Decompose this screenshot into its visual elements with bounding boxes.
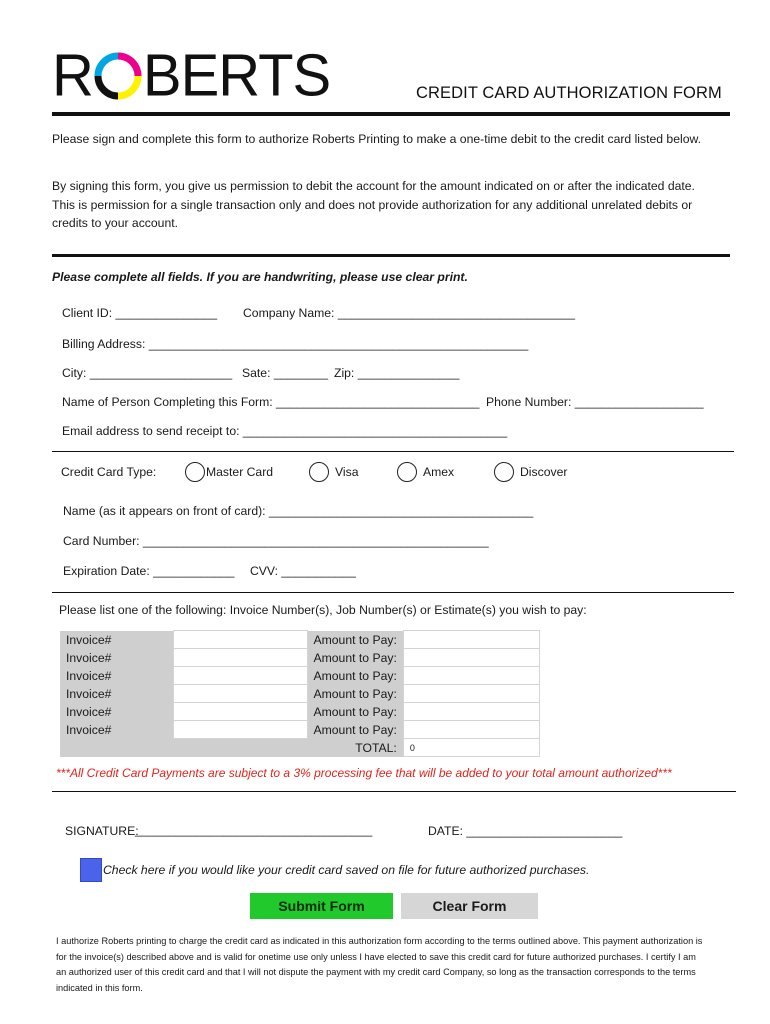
visa-radio[interactable] xyxy=(309,462,329,482)
invoice-table xyxy=(60,630,540,757)
master-card-label: Master Card xyxy=(206,465,274,479)
logo-letters-end: BERTS xyxy=(142,42,331,109)
zip-field[interactable]: Zip: _______________ xyxy=(334,366,460,380)
card-number-field[interactable]: Card Number: ___________________________________________________ xyxy=(63,534,489,548)
title-divider xyxy=(52,112,730,116)
invoice-number-input[interactable] xyxy=(173,703,307,721)
invoice-label: Invoice# xyxy=(60,631,173,649)
signature-section-divider xyxy=(52,791,736,792)
amount-input[interactable] xyxy=(403,631,539,649)
invoice-label: Invoice# xyxy=(60,667,173,685)
amex-radio[interactable] xyxy=(397,462,417,482)
save-card-label: Check here if you would like your credit card saved on file for future authorized purchases. xyxy=(103,863,590,877)
invoice-label: Invoice# xyxy=(60,685,173,703)
signature-label: SIGNATURE: xyxy=(65,824,139,838)
invoice-label: Invoice# xyxy=(60,703,173,721)
invoice-row xyxy=(60,721,539,739)
email-field[interactable]: Email address to send receipt to: _______________________________________ xyxy=(62,424,508,438)
roberts-logo xyxy=(52,42,331,109)
legal-authorization-text: I authorize Roberts printing to charge the credit card as indicated in this authorization form according to the terms outlined above. This payment authorization is for the invoice(s) described above and is valid for onetime use only unless I have elected to save this credit card for future authorized purchases. I certify I am an authorized user of this credit card and that I will not dispute the payment with my credit card Company, so long as the transaction corresponds to the terms indicated in this form. xyxy=(56,936,703,993)
amount-label: Amount to Pay: xyxy=(307,631,403,649)
name-on-card-field[interactable]: Name (as it appears on front of card): _______________________________________ xyxy=(63,504,534,518)
billing-address-field[interactable]: Billing Address: ________________________________________________________ xyxy=(62,337,529,351)
amex-label: Amex xyxy=(423,465,455,479)
clear-form-button[interactable]: Clear Form xyxy=(401,893,538,919)
submit-form-button[interactable]: Submit Form xyxy=(250,893,393,919)
intro-paragraph-1: Please sign and complete this form to authorize Roberts Printing to make a one-time debit to the credit card listed below. xyxy=(52,132,701,146)
instructions: Please complete all fields. If you are handwriting, please use clear print. xyxy=(52,270,468,284)
invoice-number-input[interactable] xyxy=(173,631,307,649)
amount-input[interactable] xyxy=(403,685,539,703)
total-row-spacer xyxy=(173,739,307,757)
amount-label: Amount to Pay: xyxy=(307,703,403,721)
invoice-label: Invoice# xyxy=(60,649,173,667)
state-field[interactable]: Sate: ________ xyxy=(242,366,329,380)
date-field[interactable]: DATE: _______________________ xyxy=(428,824,623,838)
visa-label: Visa xyxy=(335,465,359,479)
section-divider xyxy=(52,254,730,257)
city-field[interactable]: City: _____________________ xyxy=(62,366,233,380)
amount-input[interactable] xyxy=(403,703,539,721)
total-value: 0 xyxy=(403,739,539,757)
card-type-label: Credit Card Type: xyxy=(61,465,157,479)
amount-label: Amount to Pay: xyxy=(307,667,403,685)
amount-input[interactable] xyxy=(403,649,539,667)
payment-prompt: Please list one of the following: Invoice Number(s), Job Number(s) or Estimate(s) you wish to pay: xyxy=(59,603,587,617)
total-label: TOTAL: xyxy=(307,739,403,757)
invoice-number-input[interactable] xyxy=(173,667,307,685)
invoice-row xyxy=(60,703,539,721)
phone-number-field[interactable]: Phone Number: ___________________ xyxy=(486,395,704,409)
intro-paragraph-2: By signing this form, you give us permission to debit the account for the amount indicated on or after the indicated date. This is permission for a single transaction only and does not provide authorization for any additional unrelated debits or credits to your account. xyxy=(52,179,695,230)
discover-radio[interactable] xyxy=(494,462,514,482)
amount-label: Amount to Pay: xyxy=(307,649,403,667)
amount-input[interactable] xyxy=(403,667,539,685)
person-completing-field[interactable]: Name of Person Completing this Form: ______________________________ xyxy=(62,395,480,409)
discover-label: Discover xyxy=(520,465,568,479)
invoice-row xyxy=(60,649,539,667)
total-row-spacer xyxy=(60,739,173,757)
logo-cmyk-ring-icon xyxy=(94,52,142,100)
card-section-divider xyxy=(52,451,734,452)
logo-letters-start: R xyxy=(52,42,93,109)
client-id-field[interactable]: Client ID: _______________ xyxy=(62,306,218,320)
amount-input[interactable] xyxy=(403,721,539,739)
fee-notice: ***All Credit Card Payments are subject to a 3% processing fee that will be added to your total amount authorized*** xyxy=(56,766,672,780)
amount-label: Amount to Pay: xyxy=(307,721,403,739)
invoice-number-input[interactable] xyxy=(173,685,307,703)
company-name-field[interactable]: Company Name: ___________________________________ xyxy=(243,306,576,320)
invoice-row xyxy=(60,685,539,703)
expiration-date-field[interactable]: Expiration Date: ____________ xyxy=(63,564,235,578)
invoice-label: Invoice# xyxy=(60,721,173,739)
signature-line[interactable]: ___________________________________ xyxy=(135,823,373,837)
payment-section-divider xyxy=(52,592,734,593)
amount-label: Amount to Pay: xyxy=(307,685,403,703)
invoice-number-input[interactable] xyxy=(173,649,307,667)
invoice-row xyxy=(60,667,539,685)
invoice-row xyxy=(60,631,539,649)
save-card-checkbox[interactable] xyxy=(80,858,102,882)
master-card-radio[interactable] xyxy=(185,462,205,482)
invoice-number-input[interactable] xyxy=(173,721,307,739)
form-title: CREDIT CARD AUTHORIZATION FORM xyxy=(416,84,722,102)
cvv-field[interactable]: CVV: ___________ xyxy=(250,564,356,578)
total-row xyxy=(60,739,539,757)
